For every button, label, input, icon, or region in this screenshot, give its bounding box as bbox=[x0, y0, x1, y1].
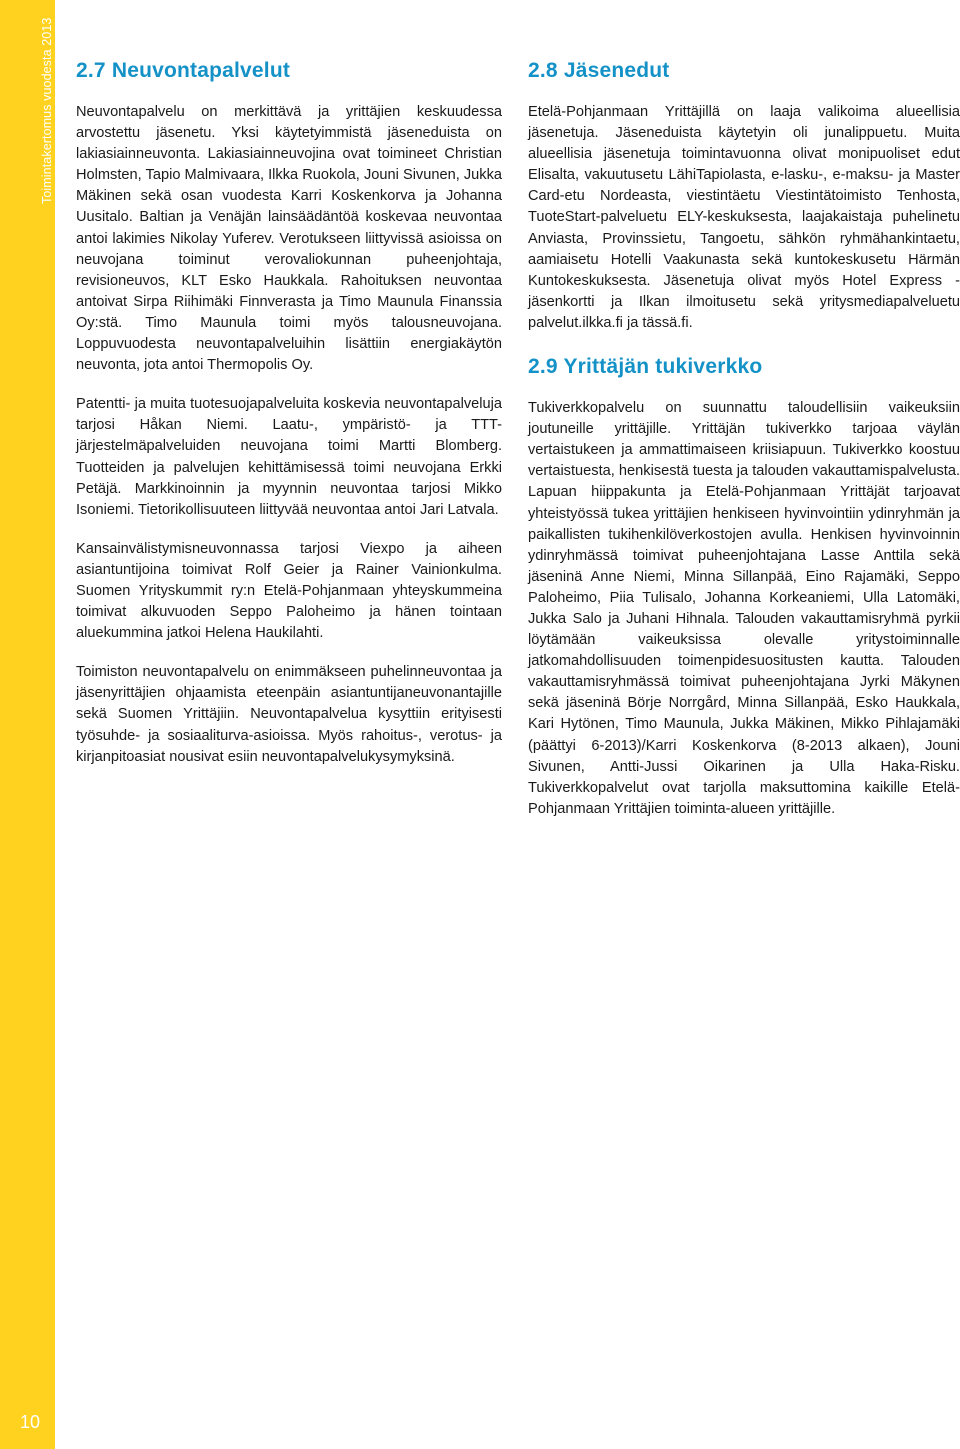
left-column bbox=[76, 58, 502, 786]
paragraph: Neuvontapalvelu on merkittävä ja yrittäjien keskuudessa arvostettu jäsenetu. Yksi käytetyimmistä jäseneduista on lakiasiainneuvonta. Lakiasiainneuvojina ovat toimineet Christian Holmsten, Tapio Malmivaara, Ilkka Ruokola, Jouni Sivunen, Jukka Mäkinen sekä osan vuodesta Karri Koskenkorva ja Johanna Uusitalo. Baltian ja Venäjän lainsäädäntöä koskevaa neuvontaa antoi lakimies Nikolay Yuferev. Verotukseen liittyvissä asioissa on neuvojana toiminut verovaliokunnan puheenjohtaja, revisioneuvos, KLT Esko Haukkala. Rahoituksen neuvontaa antoivat Sirpa Riihimäki Finnverasta ja Timo Maunula Finanssia Oy:stä. Timo Maunula toimi myös talousneuvojana. Loppuvuodesta neuvontapalveluihin lisättiin energiakäytön neuvonta, jota antoi Thermopolis Oy. bbox=[76, 104, 502, 374]
right-column bbox=[528, 58, 960, 840]
paragraph: Etelä-Pohjanmaan Yrittäjillä on laaja valikoima alueellisia jäsenetuja. Jäseneduista käytetyin oli junalippuetu. Muita alueellisia jäsenetuja toimintavuonna olivat monipuoliset edut Elisalta, vakuutusetu LähiTapiolasta, e-lasku-, e-maksu- ja Master Card-etu Nordeasta, viestintäetu Viestintätoimisto Tenhosta, TuoteStart-palveluetu ELY-keskuksesta, laajakaistaja puhelinetu Anviasta, Provinssietu, Tangoetu, sähkön ryhmähankintaetu, aamiaisetu Hotelli Vaakunasta sekä kuntokeskusetu Härmän Kuntokeskuksesta. Jäsenetuja olivat myös Hotel Express -jäsenkortti ja Ilkan ilmoitusetu sekä yritysmediapalveluetu palvelut.ilkka.fi ja tässä.fi. bbox=[528, 104, 960, 331]
section-heading-jasenedut: 2.8 Jäsenedut bbox=[528, 59, 670, 82]
section-heading-tukiverkko: 2.9 Yrittäjän tukiverkko bbox=[528, 355, 763, 379]
sidebar-strip bbox=[0, 0, 55, 1449]
page-number: 10 bbox=[20, 1412, 41, 1432]
paragraph: Toimiston neuvontapalvelu on enimmäkseen puhelinneuvontaa ja jäsenyrittäjien ohjaamista eteenpäin asiantuntijaneuvonantajille sekä Suomen Yrittäjiin. Neuvontapalvelua kysyttiin erityisesti työsuhde- ja sosiaaliturva-asioissa. Myös rahoitus-, verotus- ja kirjanpitoasiat nousivat esiin neuvontapalvelukysymyksinä. bbox=[76, 664, 502, 765]
section-heading-neuvontapalvelut: 2.7 Neuvontapalvelut bbox=[76, 59, 291, 82]
paragraph: Patentti- ja muita tuotesuojapalveluita koskevia neuvontapalveluja tarjosi Håkan Niemi. Laatu-, ympäristö- ja TTT-järjestelmäpalveluiden neuvojana toimi Martti Blomberg. Tuotteiden ja palvelujen kehittämisessä toimi neuvojana Erkki Petäjä. Markkinoinnin ja myynnin neuvontaa tarjosi Mikko Isoniemi. Tietorikollisuuteen liittyvää neuvontaa antoi Jari Latvala. bbox=[76, 396, 502, 518]
document-title: Toimintakertomus vuodesta 2013 bbox=[40, 17, 54, 204]
paragraph: Kansainvälistymisneuvonnassa tarjosi Viexpo ja aiheen asiantuntijoina toimivat Rolf Geier ja Rainer Vainionkulma. Suomen Yrityskummit ry:n Etelä-Pohjanmaan yhteyskummeina toimivat alkuvuoden Seppo Paloheimo ja hänen tointaan aluekummina jatkoi Helena Haukilahti. bbox=[76, 540, 502, 642]
paragraph: Tukiverkkopalvelu on suunnattu taloudellisiin vaikeuksiin joutuneille yrittäjille. Yrittäjän tukiverkko tarjoaa väylän vertaistukeen ja ammattimaiseen kriisiapuun. Tukiverkko koostuu vertaistuesta, henkisestä tuesta ja talouden vakauttamispalvelusta. Lapuan hiippakunta ja Etelä-Pohjanmaan Yrittäjät tarjoavat yhteistyössä tukea yrittäjien henkiseen hyvinvointiin ydinryhmän ja paikallisten tukihenkilöverkostojen avulla. Henkisen hyvinvoinnin ydinryhmässä toimivat puheenjohtajana Lasse Anttila sekä jäseninä Anne Niemi, Minna Sillanpää, Eino Rajamäki, Seppo Paloheimo, Piia Tulisalo, Johanna Korkeaniemi, Ulla Latomäki, Jukka Salo ja Juhani Hihnala. Talouden vakauttamisryhmä pyrkii löytämään vaikeuksissa olevalle yritystoiminnalle jatkomahdollisuuden toimenpidesuositusten kautta. Talouden vakauttamisryhmässä toimivat puheenjohtajana Jyrki Mäkynen sekä jäseninä Börje Norrgård, Minna Sillanpää, Esko Haukkala, Kari Hytönen, Timo Maunula, Jukka Mäkinen, Mikko Pihlajamäki (päättyi 6-2013)/Karri Koskenkorva (8-2013 alkaen), Jouni Sivunen, Antti-Jussi Oikarinen ja Ulla Haka-Risku. Tukiverkkopalvelut ovat tarjolla maksuttomina kaikille Etelä-Pohjanmaan Yrittäjien toiminta-alueen yrittäjille. bbox=[528, 400, 960, 817]
